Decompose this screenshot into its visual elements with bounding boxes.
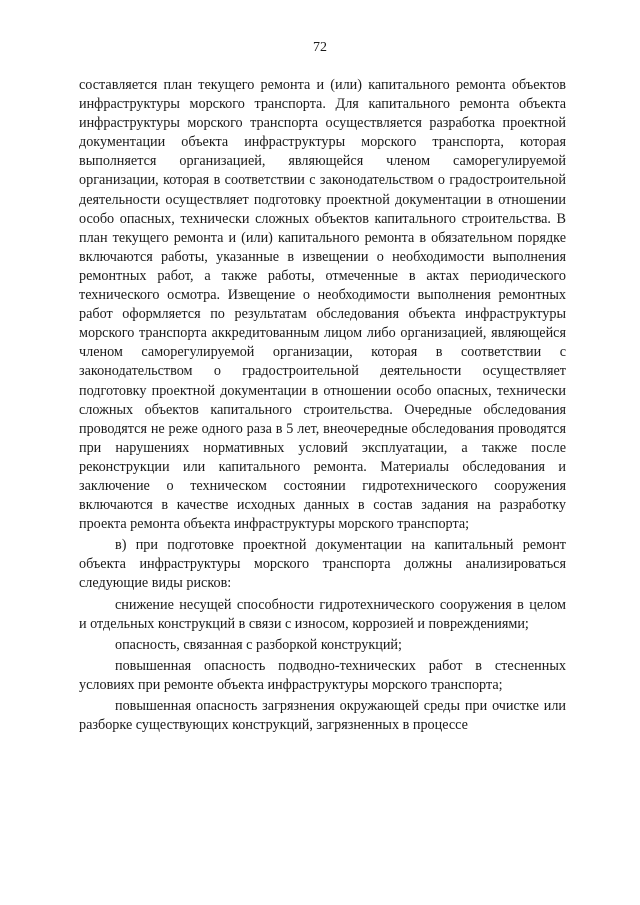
page-number: 72 bbox=[313, 40, 327, 55]
paragraph-risk-bearing-capacity: снижение несущей способности гидротехнического сооружения в целом и отдельных конструкций в связи с износом, коррозией и повреждениями; bbox=[79, 596, 566, 632]
paragraph-item-v: в) при подготовке проектной документации на капитальный ремонт объекта инфраструктуры морского транспорта должны анализироваться следующие виды рисков: bbox=[79, 537, 566, 592]
paragraph-risk-underwater-works: повышенная опасность подводно-технических работ в стесненных условиях при ремонте объекта инфраструктуры морского транспорта; bbox=[79, 657, 566, 693]
paragraph-risk-pollution: повышенная опасность загрязнения окружающей среды при очистке или разборке существующих конструкций, загрязненных в процессе bbox=[79, 698, 566, 734]
paragraph-repair-plan: составляется план текущего ремонта и (или) капитального ремонта объектов инфраструктуры морского транспорта. Для капитального ремонта объекта инфраструктуры морского транспорта осуществляется разработка проектной документации объекта инфраструктуры морского транспорта, которая выполняется организацией, являющейся членом саморегулируемой организации, которая в соответствии с законодательством о градостроительной деятельности осуществляет подготовку проектной документации в отношении особо опасных, технически сложных объектов капитального строительства. В план текущего ремонта и (или) капитального ремонта в обязательном порядке включаются работы, указанные в извещении о необходимости выполнения ремонтных работ, а также работы, отмеченные в актах периодического технического осмотра. Извещение о необходимости выполнения ремонтных работ оформляется по результатам обследования объекта инфраструктуры морского транспорта аккредитованным лицом либо организацией, являющейся членом саморегулируемой организации, которая в соответствии с законодательством о градостроительной деятельности осуществляет подготовку проектной документации в отношении особо опасных, технически сложных объектов капитального строительства. Очередные обследования проводятся не реже одного раза в 5 лет, внеочередные обследования проводятся при нарушениях нормативных условий эксплуатации, а также после реконструкции или капитального ремонта. Материалы обследования и заключение о техническом состоянии гидротехнического сооружения включаются в качестве исходных данных в состав задания на разработку проекта ремонта объекта инфраструктуры морского транспорта; bbox=[79, 77, 566, 533]
paragraph-risk-dismantling: опасность, связанная с разборкой конструкций; bbox=[115, 636, 402, 653]
document-body bbox=[79, 76, 566, 735]
